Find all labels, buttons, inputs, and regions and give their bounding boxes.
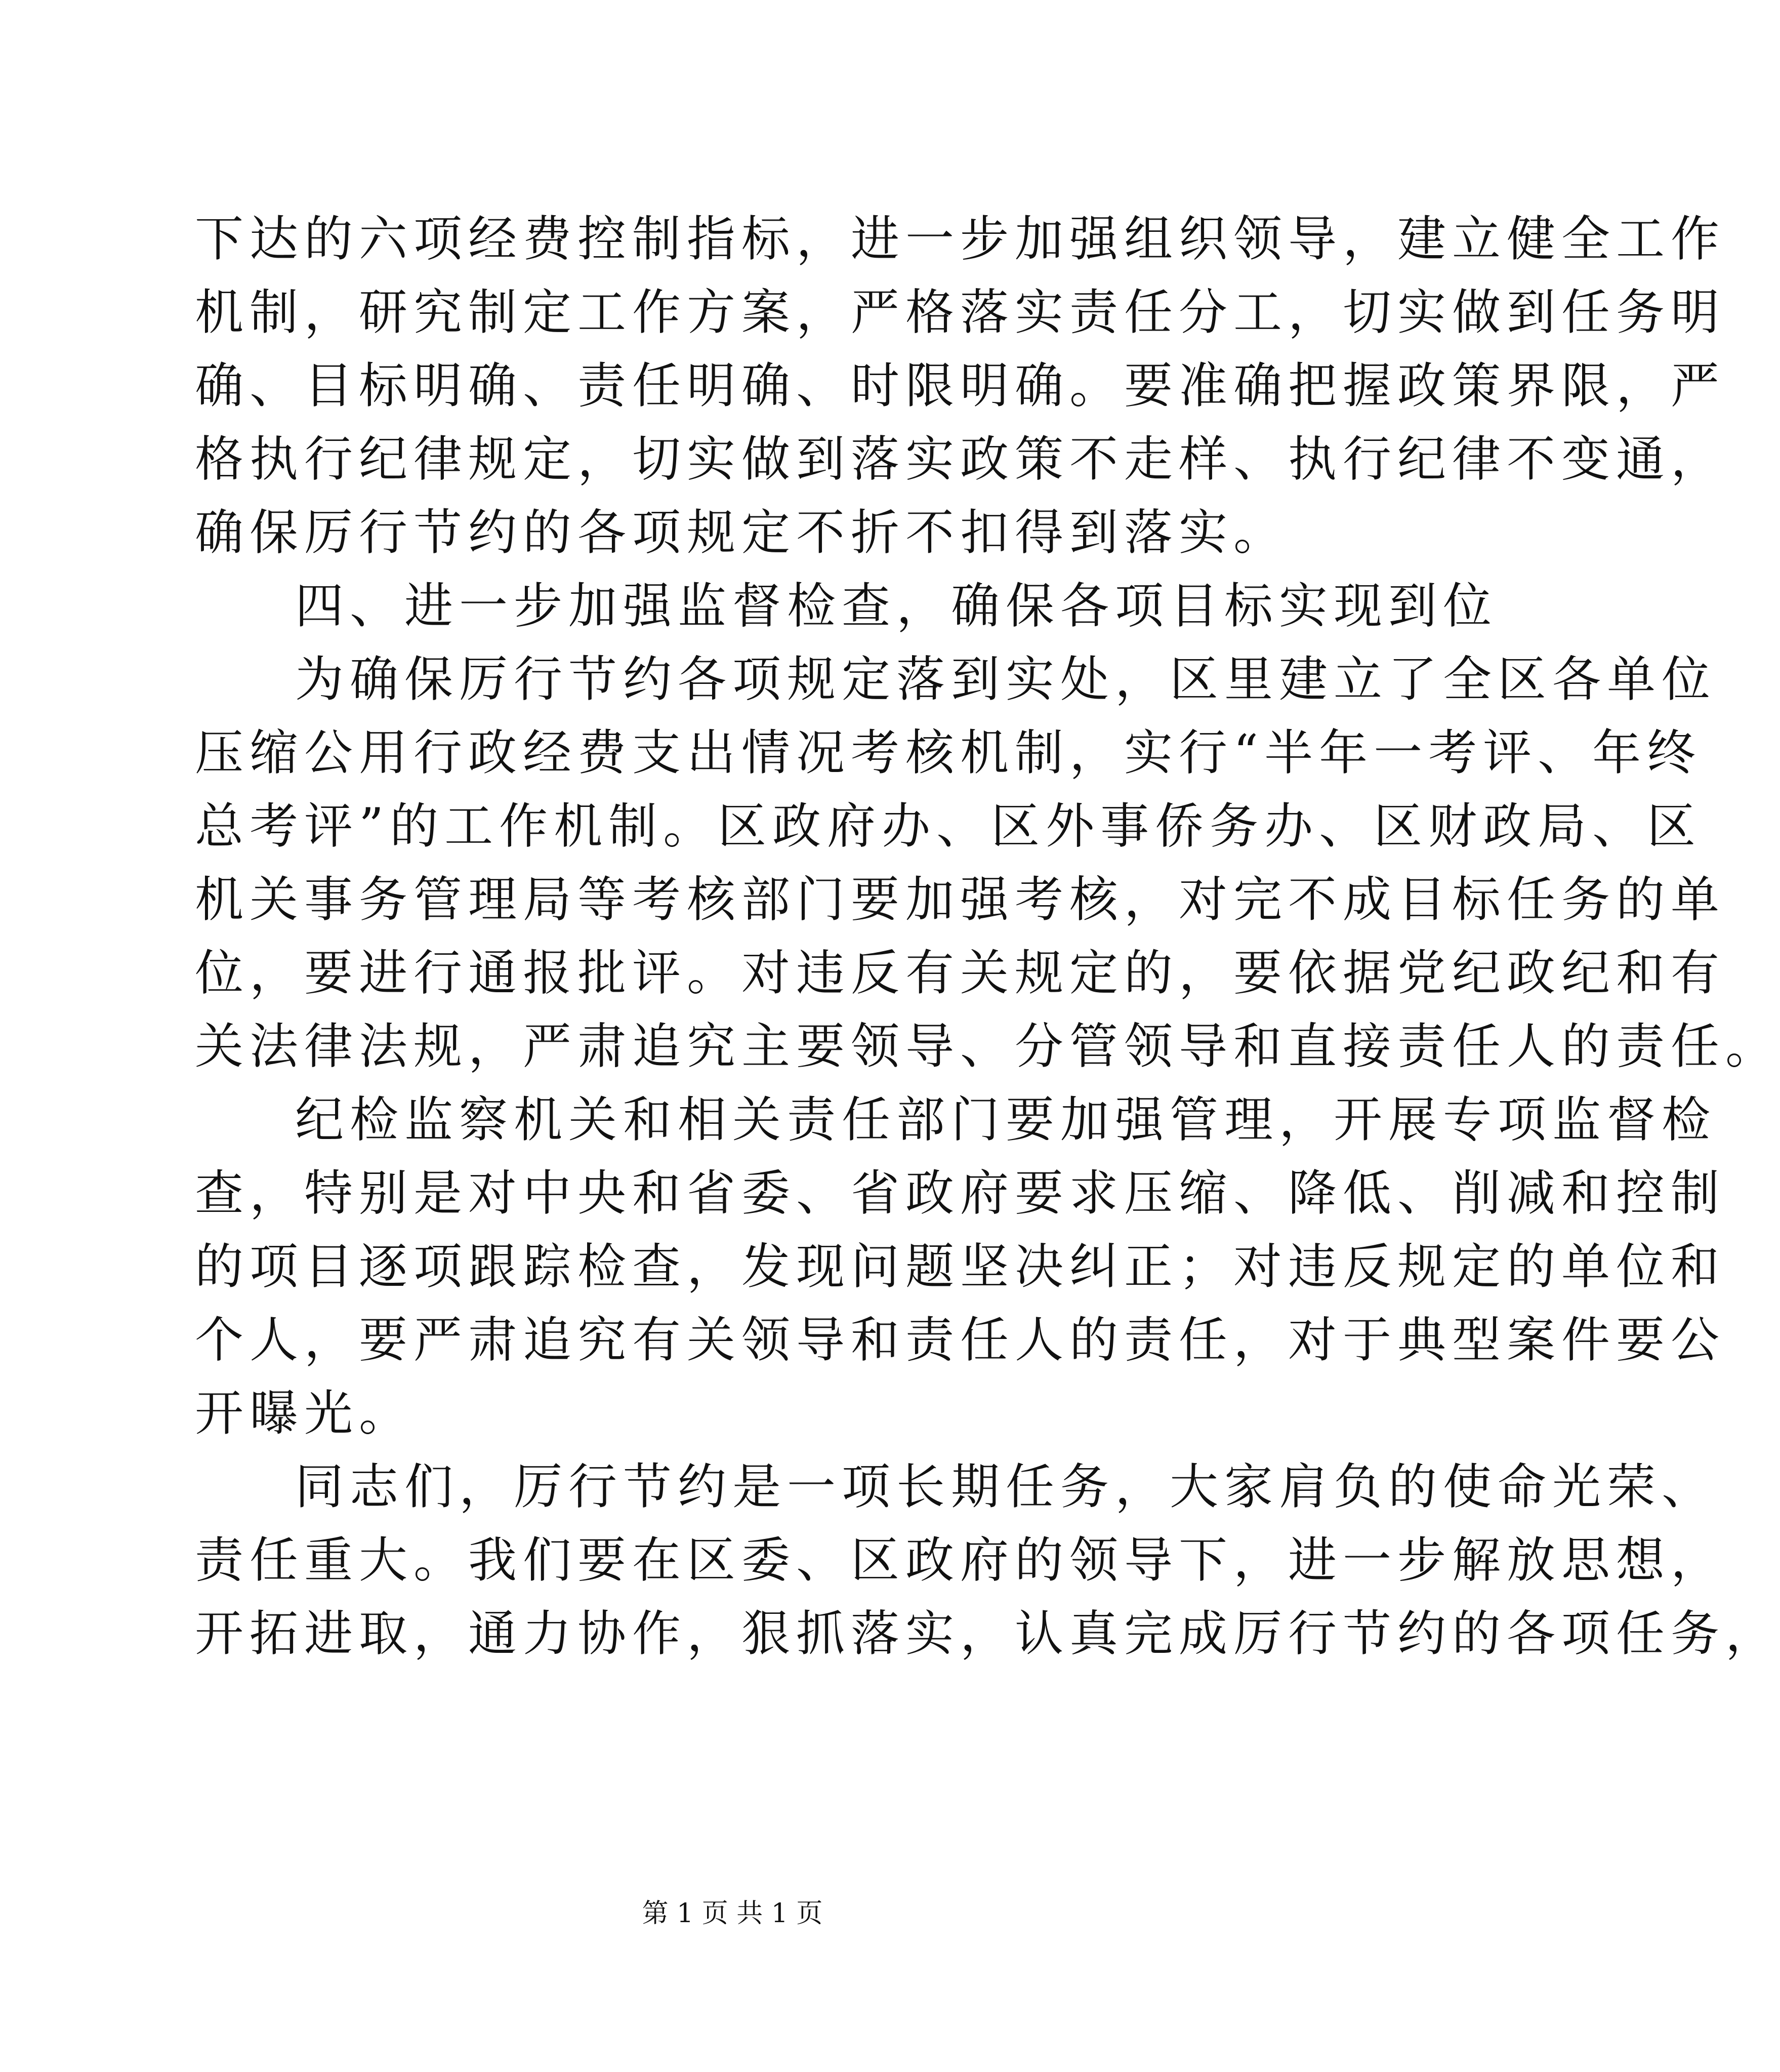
text-line: 个人，要严肃追究有关领导和责任人的责任，对于典型案件要公 [195, 1312, 1725, 1368]
text-line: 确保厉行节约的各项规定不折不扣得到落实。 [195, 504, 1288, 561]
text-line: 纪检监察机关和相关责任部门要加强管理，开展专项监督检 [295, 1091, 1716, 1148]
text-line: 压缩公用行政经费支出情况考核机制，实行“半年一考评、年终 [195, 724, 1702, 781]
text-line: 关法律法规，严肃追究主要领导、分管领导和直接责任人的责任。 [195, 1018, 1780, 1075]
text-line: 同志们，厉行节约是一项长期任务，大家肩负的使命光荣、 [295, 1458, 1716, 1515]
text-line: 开拓进取，通力协作，狠抓落实，认真完成厉行节约的各项任务， [195, 1605, 1780, 1662]
page-number: 第 1 页 共 1 页 [642, 1898, 823, 1929]
text-line: 责任重大。我们要在区委、区政府的领导下，进一步解放思想， [195, 1532, 1725, 1589]
text-line: 位，要进行通报批评。对违反有关规定的，要依据党纪政纪和有 [195, 945, 1725, 1001]
text-line: 的项目逐项跟踪检查，发现问题坚决纠正；对违反规定的单位和 [195, 1238, 1725, 1295]
text-line: 总考评”的工作机制。区政府办、区外事侨务办、区财政局、区 [195, 798, 1702, 855]
text-line: 下达的六项经费控制指标，进一步加强组织领导，建立健全工作 [195, 211, 1725, 267]
section-heading: 四、进一步加强监督检查，确保各项目标实现到位 [295, 578, 1498, 634]
text-line: 机制，研究制定工作方案，严格落实责任分工，切实做到任务明 [195, 284, 1725, 341]
text-line: 确、目标明确、责任明确、时限明确。要准确把握政策界限，严 [195, 357, 1725, 414]
text-line: 开曝光。 [195, 1385, 413, 1442]
document-body [195, 202, 1780, 1671]
text-line: 格执行纪律规定，切实做到落实政策不走样、执行纪律不变通， [195, 431, 1725, 487]
text-line: 为确保厉行节约各项规定落到实处，区里建立了全区各单位 [295, 651, 1716, 708]
page-footer [0, 1896, 1465, 1931]
text-line: 机关事务管理局等考核部门要加强考核，对完不成目标任务的单 [195, 871, 1725, 928]
text-line: 查，特别是对中央和省委、省政府要求压缩、降低、削减和控制 [195, 1165, 1725, 1222]
